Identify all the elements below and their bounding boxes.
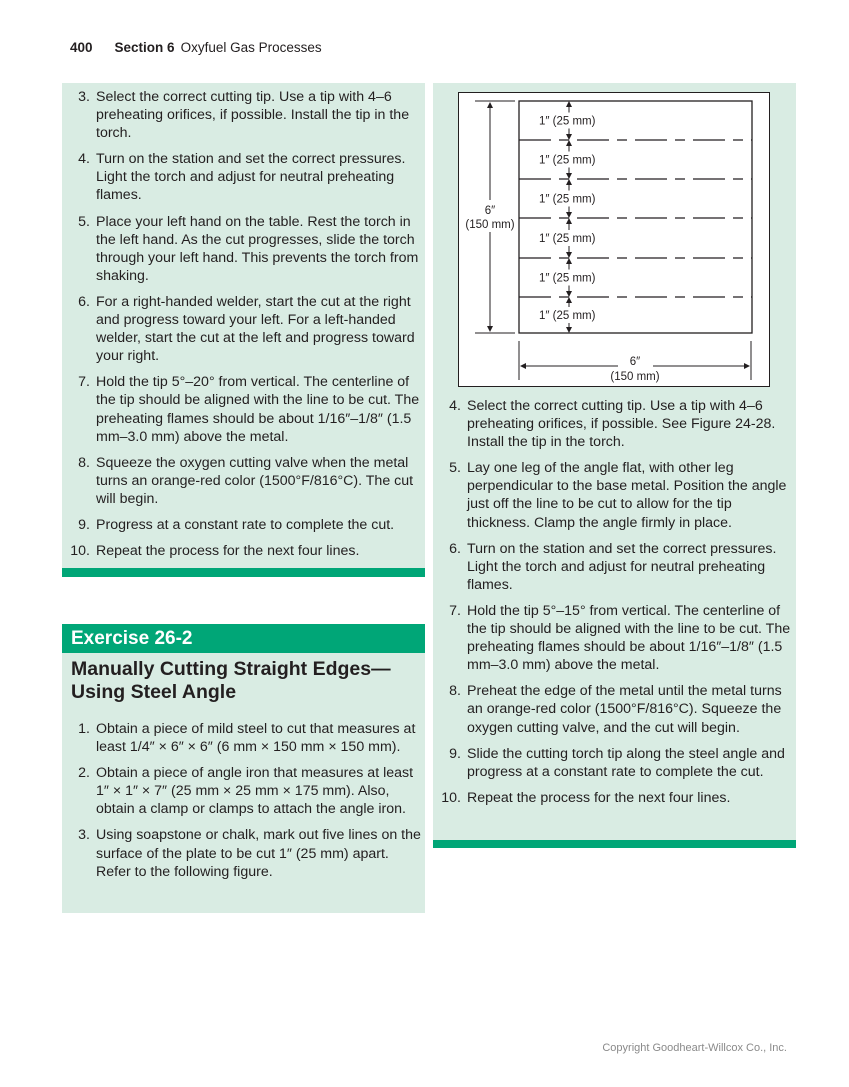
step-item: [433, 745, 793, 781]
step-number: 3.: [78, 827, 90, 844]
step-text: Place your left hand on the table. Rest the torch in the left hand. As the cut progresses, slide the torch through your left hand. This prevents the torch from shaking.: [96, 213, 419, 284]
step-number: 5.: [449, 460, 461, 477]
step-text: Slide the cutting torch tip along the steel angle and progress at a constant rate to complete the cut.: [467, 745, 785, 780]
page-number: 400: [70, 40, 93, 55]
width-inch-label: 6″: [629, 356, 641, 368]
step-number: 5.: [78, 213, 90, 230]
step-text: Select the correct cutting tip. Use a tip with 4–6 preheating orifices, if possible. Install the tip in the torch.: [96, 89, 410, 142]
step-number: 2.: [78, 765, 90, 782]
step-item: [62, 373, 422, 445]
height-inch-label: 6″: [484, 205, 496, 217]
spacing-label: 1″ (25 mm): [539, 193, 596, 206]
step-text: Turn on the station and set the correct pressures. Light the torch and adjust for neutral preheating flames.: [467, 540, 777, 593]
step-item: [62, 88, 422, 142]
step-item: [62, 213, 422, 285]
step-number: 3.: [78, 89, 90, 105]
section-title: Oxyfuel Gas Processes: [180, 40, 322, 55]
step-item: [62, 720, 422, 756]
step-text: Using soapstone or chalk, mark out five lines on the surface of the plate to be cut 1″ (25 mm) apart. Refer to the following figure.: [96, 827, 421, 880]
step-number: 8.: [78, 454, 90, 471]
step-number: 9.: [449, 745, 461, 762]
step-number: 6.: [449, 540, 461, 557]
step-item: [433, 602, 793, 674]
right-steps-list: [433, 397, 793, 815]
step-text: Hold the tip 5°–15° from vertical. The centerline of the tip should be aligned with the line to be cut. The preheating flames should be about 1/16″–1/8″ (1.5 mm–3.0 mm) above the metal.: [467, 602, 791, 674]
section-label: Section 6: [114, 40, 175, 55]
step-text: Hold the tip 5°–20° from vertical. The centerline of the tip should be aligned with the line to be cut. The preheating flames should be about 1/16″–1/8″ (1.5 mm–3.0 mm) above the metal.: [96, 374, 420, 445]
spacing-label: 1″ (25 mm): [539, 272, 596, 285]
plate-layout-figure: [458, 92, 770, 387]
height-mm-label: (150 mm): [465, 219, 515, 231]
step-item: [433, 789, 793, 807]
step-item: [62, 293, 422, 365]
spacing-label: 1″ (25 mm): [539, 233, 596, 245]
step-item: [62, 542, 422, 560]
step-number: 6.: [78, 293, 90, 310]
running-header: [70, 40, 322, 55]
left-box-bottom-bar: [62, 568, 425, 577]
step-item: [62, 516, 422, 534]
step-text: Progress at a constant rate to complete the cut.: [96, 516, 395, 533]
steel-plate-outline: [519, 101, 752, 333]
left-steps-list: [62, 88, 422, 568]
step-text: Repeat the process for the next four lines.: [96, 543, 360, 560]
spacing-label: 1″ (25 mm): [539, 115, 596, 128]
step-item: [433, 459, 793, 531]
step-item: [433, 397, 793, 451]
step-number: 1.: [78, 721, 90, 737]
width-mm-label: (150 mm): [610, 371, 660, 383]
step-text: Obtain a piece of mild steel to cut that measures at least 1/4″ × 6″ × 6″ (6 mm × 150 mm × 150 mm).: [96, 721, 416, 756]
step-number: 10.: [441, 789, 461, 806]
step-item: [433, 682, 793, 736]
step-number: 4.: [449, 398, 461, 414]
step-text: Preheat the edge of the metal until the metal turns an orange-red color (1500°F/816°C). Squeeze the oxygen cutting valve, and the cut will begin.: [467, 683, 782, 736]
step-text: Squeeze the oxygen cutting valve when the metal turns an orange-red color (1500°F/816°C). The cut will begin.: [96, 454, 414, 507]
step-text: Lay one leg of the angle flat, with other leg perpendicular to the base metal. Position the angle just off the line to be cut to allow for the tip thickness. Clamp the angle firmly in place.: [467, 460, 787, 531]
step-text: For a right-handed welder, start the cut at the right and progress toward your left. For a left-handed welder, start the cut at the left and progress toward your right.: [96, 293, 415, 365]
copyright-footer: Copyright Goodheart-Willcox Co., Inc.: [602, 1042, 787, 1054]
step-text: Repeat the process for the next four lines.: [467, 789, 731, 806]
right-box-bottom-bar: [433, 840, 796, 848]
step-text: Turn on the station and set the correct pressures. Light the torch and adjust for neutral preheating flames.: [96, 151, 406, 204]
step-number: 7.: [449, 602, 461, 619]
spacing-label: 1″ (25 mm): [539, 310, 596, 322]
spacing-label: 1″ (25 mm): [539, 154, 596, 167]
exercise-title: Manually Cutting Straight Edges—Using Steel Angle: [71, 658, 391, 703]
step-number: 10.: [70, 543, 90, 560]
step-number: 8.: [449, 683, 461, 700]
step-text: Obtain a piece of angle iron that measures at least 1″ × 1″ × 7″ (25 mm × 25 mm × 175 mm). Also, obtain a clamp or clamps to attach the angle iron.: [96, 765, 414, 818]
step-item: [62, 826, 422, 880]
step-number: 7.: [78, 374, 90, 391]
step-item: [62, 764, 422, 818]
step-item: [62, 150, 422, 204]
step-item: [62, 454, 422, 508]
step-text: Select the correct cutting tip. Use a tip with 4–6 preheating orifices, if possible. See Figure 24-28. Install the tip in the torch.: [467, 398, 776, 451]
step-item: [433, 540, 793, 594]
exercise-label: Exercise 26-2: [62, 624, 425, 653]
step-number: 4.: [78, 151, 90, 168]
step-number: 9.: [78, 516, 90, 533]
exercise-steps-list: [62, 720, 422, 889]
